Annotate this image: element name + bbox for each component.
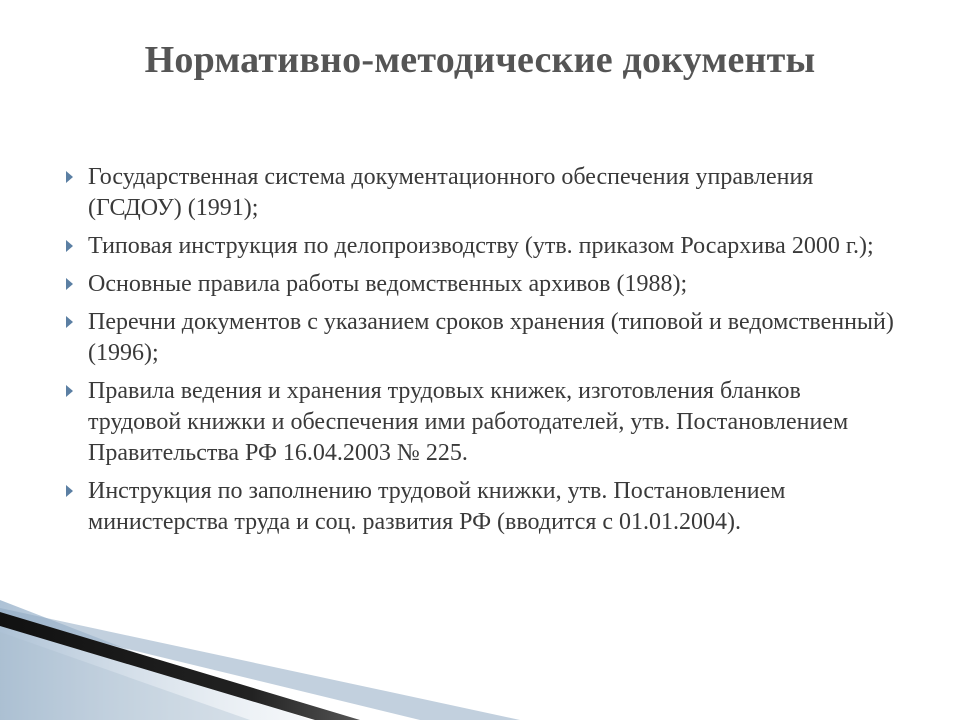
bullet-item-tipovaya-instrukciya bbox=[66, 231, 896, 262]
bullet-item-trudovye-knizhki bbox=[66, 376, 896, 469]
bullet-arrow-icon bbox=[66, 171, 73, 183]
bullet-arrow-icon bbox=[66, 240, 73, 252]
bullet-arrow-icon bbox=[66, 485, 73, 497]
bullet-list bbox=[66, 162, 896, 545]
slide-title: Нормативно-методические документы bbox=[144, 39, 816, 81]
bullet-text: Государственная система документационного обеспечения управления (ГСДОУ) (1991); bbox=[88, 164, 814, 221]
bullet-item-osnovnye-pravila bbox=[66, 269, 896, 300]
bullet-arrow-icon bbox=[66, 316, 73, 328]
bullet-text: Основные правила работы ведомственных архивов (1988); bbox=[88, 271, 688, 297]
bullet-item-perechni bbox=[66, 307, 896, 369]
bullet-arrow-icon bbox=[66, 385, 73, 397]
bullet-arrow-icon bbox=[66, 278, 73, 290]
bullet-text: Инструкция по заполнению трудовой книжки, утв. Постановлением министерства труда и соц. развития РФ (вводится с 01.01.2004). bbox=[88, 478, 786, 535]
bullet-item-instrukciya-zapolneniya bbox=[66, 476, 896, 538]
bullet-text: Правила ведения и хранения трудовых книжек, изготовления бланков трудовой книжки и обеспечения ими работодателей, утв. Постановлением Правительства РФ 16.04.2003 № 225. bbox=[88, 378, 849, 466]
bullet-text: Перечни документов с указанием сроков хранения (типовой и ведомственный) (1996); bbox=[88, 309, 894, 366]
bullet-item-gsdou bbox=[66, 162, 896, 224]
bullet-text: Типовая инструкция по делопроизводству (утв. приказом Росархива 2000 г.); bbox=[88, 233, 874, 259]
